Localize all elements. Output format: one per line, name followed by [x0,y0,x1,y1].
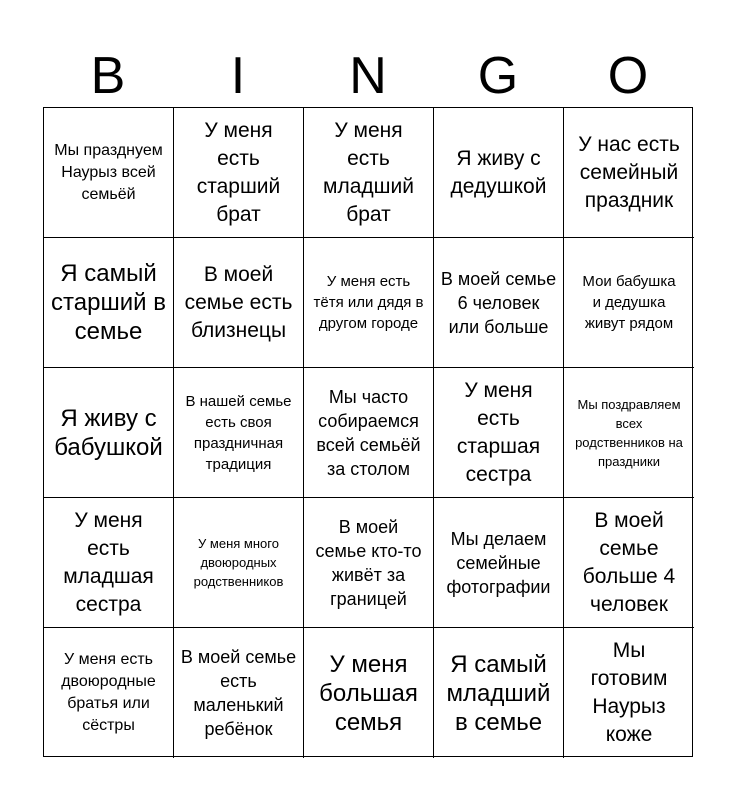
cell-text: У меня есть старшая сестра [456,378,541,486]
bingo-cell[interactable] [434,108,564,238]
header-letter-b: B [90,47,126,105]
bingo-cell[interactable] [564,368,694,498]
cell-text: В нашей семье есть своя праздничная традиция [185,392,292,473]
cell-text: У нас есть семейный праздник [578,132,680,212]
bingo-cell[interactable] [304,238,434,368]
cell-text: Мы делаем семейные фотографии [446,528,551,597]
cell-text: У меня есть тётя или дядя в другом городе [313,273,424,332]
bingo-cell[interactable] [304,498,434,628]
bingo-cell[interactable] [304,108,434,238]
bingo-cell[interactable] [44,368,174,498]
bingo-cell[interactable] [434,628,564,758]
bingo-cell[interactable] [174,368,304,498]
cell-text: Мы готовим Наурыз коже [590,639,668,746]
bingo-cell[interactable] [44,108,174,238]
cell-text: У меня много двоюродных родственников [193,536,284,589]
cell-text: Мы поздравляем всех родственников на праздники [575,396,683,469]
bingo-cell[interactable] [174,628,304,758]
bingo-cell[interactable] [434,238,564,368]
bingo-cell[interactable] [174,108,304,238]
cell-text: В моей семье кто-то живёт за границей [315,516,422,609]
bingo-cell[interactable] [44,628,174,758]
cell-text: В моей семье 6 человек или больше [440,268,557,337]
cell-text: Мы празднуем Наурыз всей семьёй [54,141,163,203]
cell-text: Я живу с бабушкой [54,404,163,461]
bingo-cell[interactable] [44,238,174,368]
bingo-cell[interactable] [304,368,434,498]
bingo-cell[interactable] [304,628,434,758]
cell-text: У меня есть младший брат [323,118,414,226]
header-letter-g: G [477,47,519,105]
bingo-cell[interactable] [434,368,564,498]
bingo-cell[interactable] [434,498,564,628]
bingo-cell[interactable] [174,238,304,368]
bingo-cell[interactable] [564,108,694,238]
cell-text: Мои бабушка и дедушка живут рядом [582,273,676,332]
cell-text: У меня есть двоюродные братья или сёстры [61,651,156,734]
cell-text: У меня большая семья [319,650,418,736]
header-letter-o: O [607,47,649,105]
bingo-header [43,44,693,108]
header-letter-n: N [349,47,387,105]
cell-text: У меня есть младшая сестра [63,508,154,616]
cell-text: Я живу с дедушкой [450,146,547,198]
bingo-cell[interactable] [564,628,694,758]
cell-text: В моей семье есть близнецы [184,262,293,342]
cell-text: У меня есть старший брат [196,118,281,226]
bingo-cell[interactable] [564,498,694,628]
cell-text: Мы часто собираемся всей семьёй за столом [316,386,421,479]
cell-text: Я самый младший в семье [446,650,551,736]
bingo-card [43,107,693,757]
bingo-cell[interactable] [564,238,694,368]
cell-text: В моей семье есть маленький ребёнок [180,647,297,739]
cell-text: Я самый старший в семье [51,260,166,345]
cell-text: В моей семье больше 4 человек [582,508,676,616]
header-letter-i: I [230,47,246,105]
bingo-cell[interactable] [174,498,304,628]
bingo-cell[interactable] [44,498,174,628]
